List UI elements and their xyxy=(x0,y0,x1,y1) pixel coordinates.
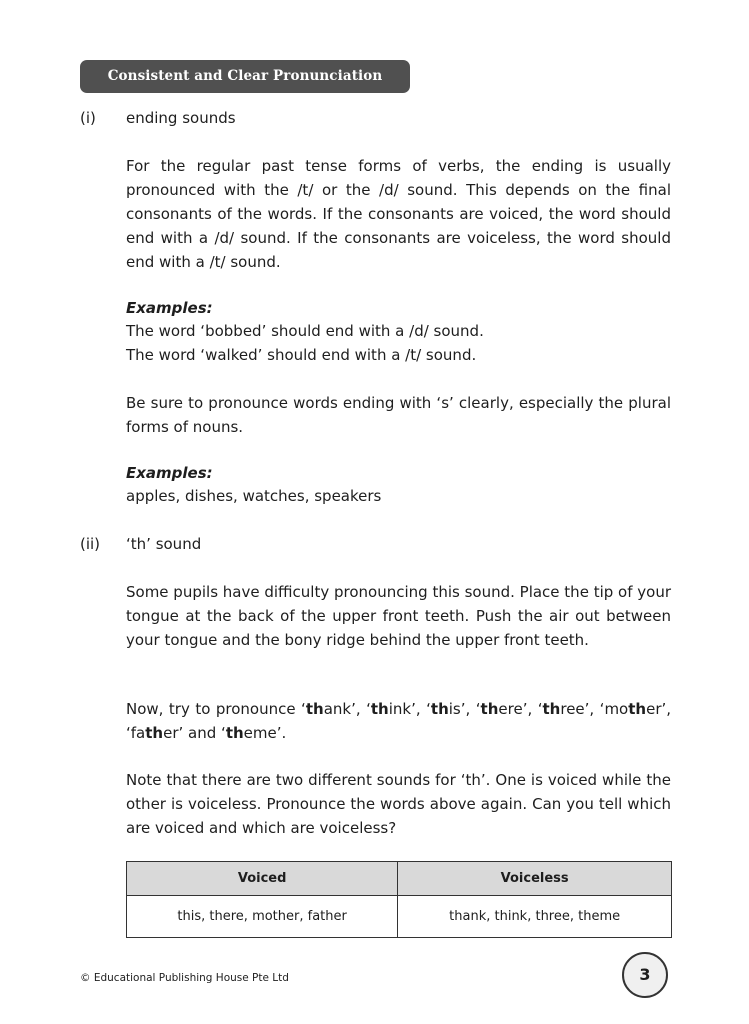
practice-text: ink’, ‘ xyxy=(388,700,431,718)
practice-text: ree’, ‘mo xyxy=(560,700,629,718)
examples-label: Examples: xyxy=(126,299,213,317)
th-emphasis: th xyxy=(225,724,244,742)
examples-label: Examples: xyxy=(126,464,213,482)
practice-text: er’, ‘fa xyxy=(126,700,672,742)
practice-text: ere’, ‘ xyxy=(498,700,543,718)
th-emphasis: th xyxy=(145,724,164,742)
voiced-voiceless-table xyxy=(126,861,672,938)
table-cell-voiceless: thank, think, three, theme xyxy=(398,896,672,938)
practice-text: Now, try to pronounce ‘ xyxy=(126,700,306,718)
voiced-voiceless-paragraph: Note that there are two different sounds for ‘th’. One is voiced while the other is voiceless. Pronounce the words above again. Can you tell which are voiced and which are voiceless? xyxy=(126,771,671,837)
item-heading-ending-sounds: ending sounds xyxy=(126,109,236,127)
item-number-1: (i) xyxy=(80,109,96,127)
th-emphasis: th xyxy=(480,700,499,718)
table-header-row xyxy=(127,862,672,896)
ending-sounds-paragraph: For the regular past tense forms of verbs, the ending is usually pronounced with the /t/ or the /d/ sound. This depends on the final consonants of the words. If the consonants are voiced, the word should end with a /d/ sound. If the consonants are voiceless, the word should end with a /t/ sound. xyxy=(126,157,671,271)
item-heading-th-sound: ‘th’ sound xyxy=(126,535,202,553)
table-header-voiceless: Voiceless xyxy=(398,862,672,896)
table-cell-voiced: this, there, mother, father xyxy=(127,896,398,938)
item-number-2: (ii) xyxy=(80,535,101,553)
table-row xyxy=(127,896,672,938)
copyright-footer: © Educational Publishing House Pte Ltd xyxy=(80,972,289,984)
th-emphasis: th xyxy=(430,700,449,718)
th-emphasis: th xyxy=(628,700,647,718)
practice-text: is’, ‘ xyxy=(448,700,481,718)
th-sound-paragraph: Some pupils have difficulty pronouncing this sound. Place the tip of your tongue at the back of the upper front teeth. Push the air out between your tongue and the bony ridge behind the upper front teeth. xyxy=(126,583,671,649)
practice-text: er’ and ‘ xyxy=(163,724,226,742)
th-emphasis: th xyxy=(542,700,561,718)
th-emphasis: th xyxy=(370,700,389,718)
practice-text: eme’. xyxy=(243,724,287,742)
practice-text: ank’, ‘ xyxy=(323,700,371,718)
section-banner: Consistent and Clear Pronunciation xyxy=(80,60,410,93)
plural-s-paragraph: Be sure to pronounce words ending with ‘s’ clearly, especially the plural forms of nouns. xyxy=(126,394,671,436)
example-line: The word ‘walked’ should end with a /t/ sound. xyxy=(126,346,477,364)
page-number: 3 xyxy=(622,952,668,998)
example-line: The word ‘bobbed’ should end with a /d/ sound. xyxy=(126,322,484,340)
table-header-voiced: Voiced xyxy=(127,862,398,896)
th-practice-paragraph xyxy=(126,697,671,745)
examples-list: apples, dishes, watches, speakers xyxy=(126,487,382,505)
th-emphasis: th xyxy=(305,700,324,718)
